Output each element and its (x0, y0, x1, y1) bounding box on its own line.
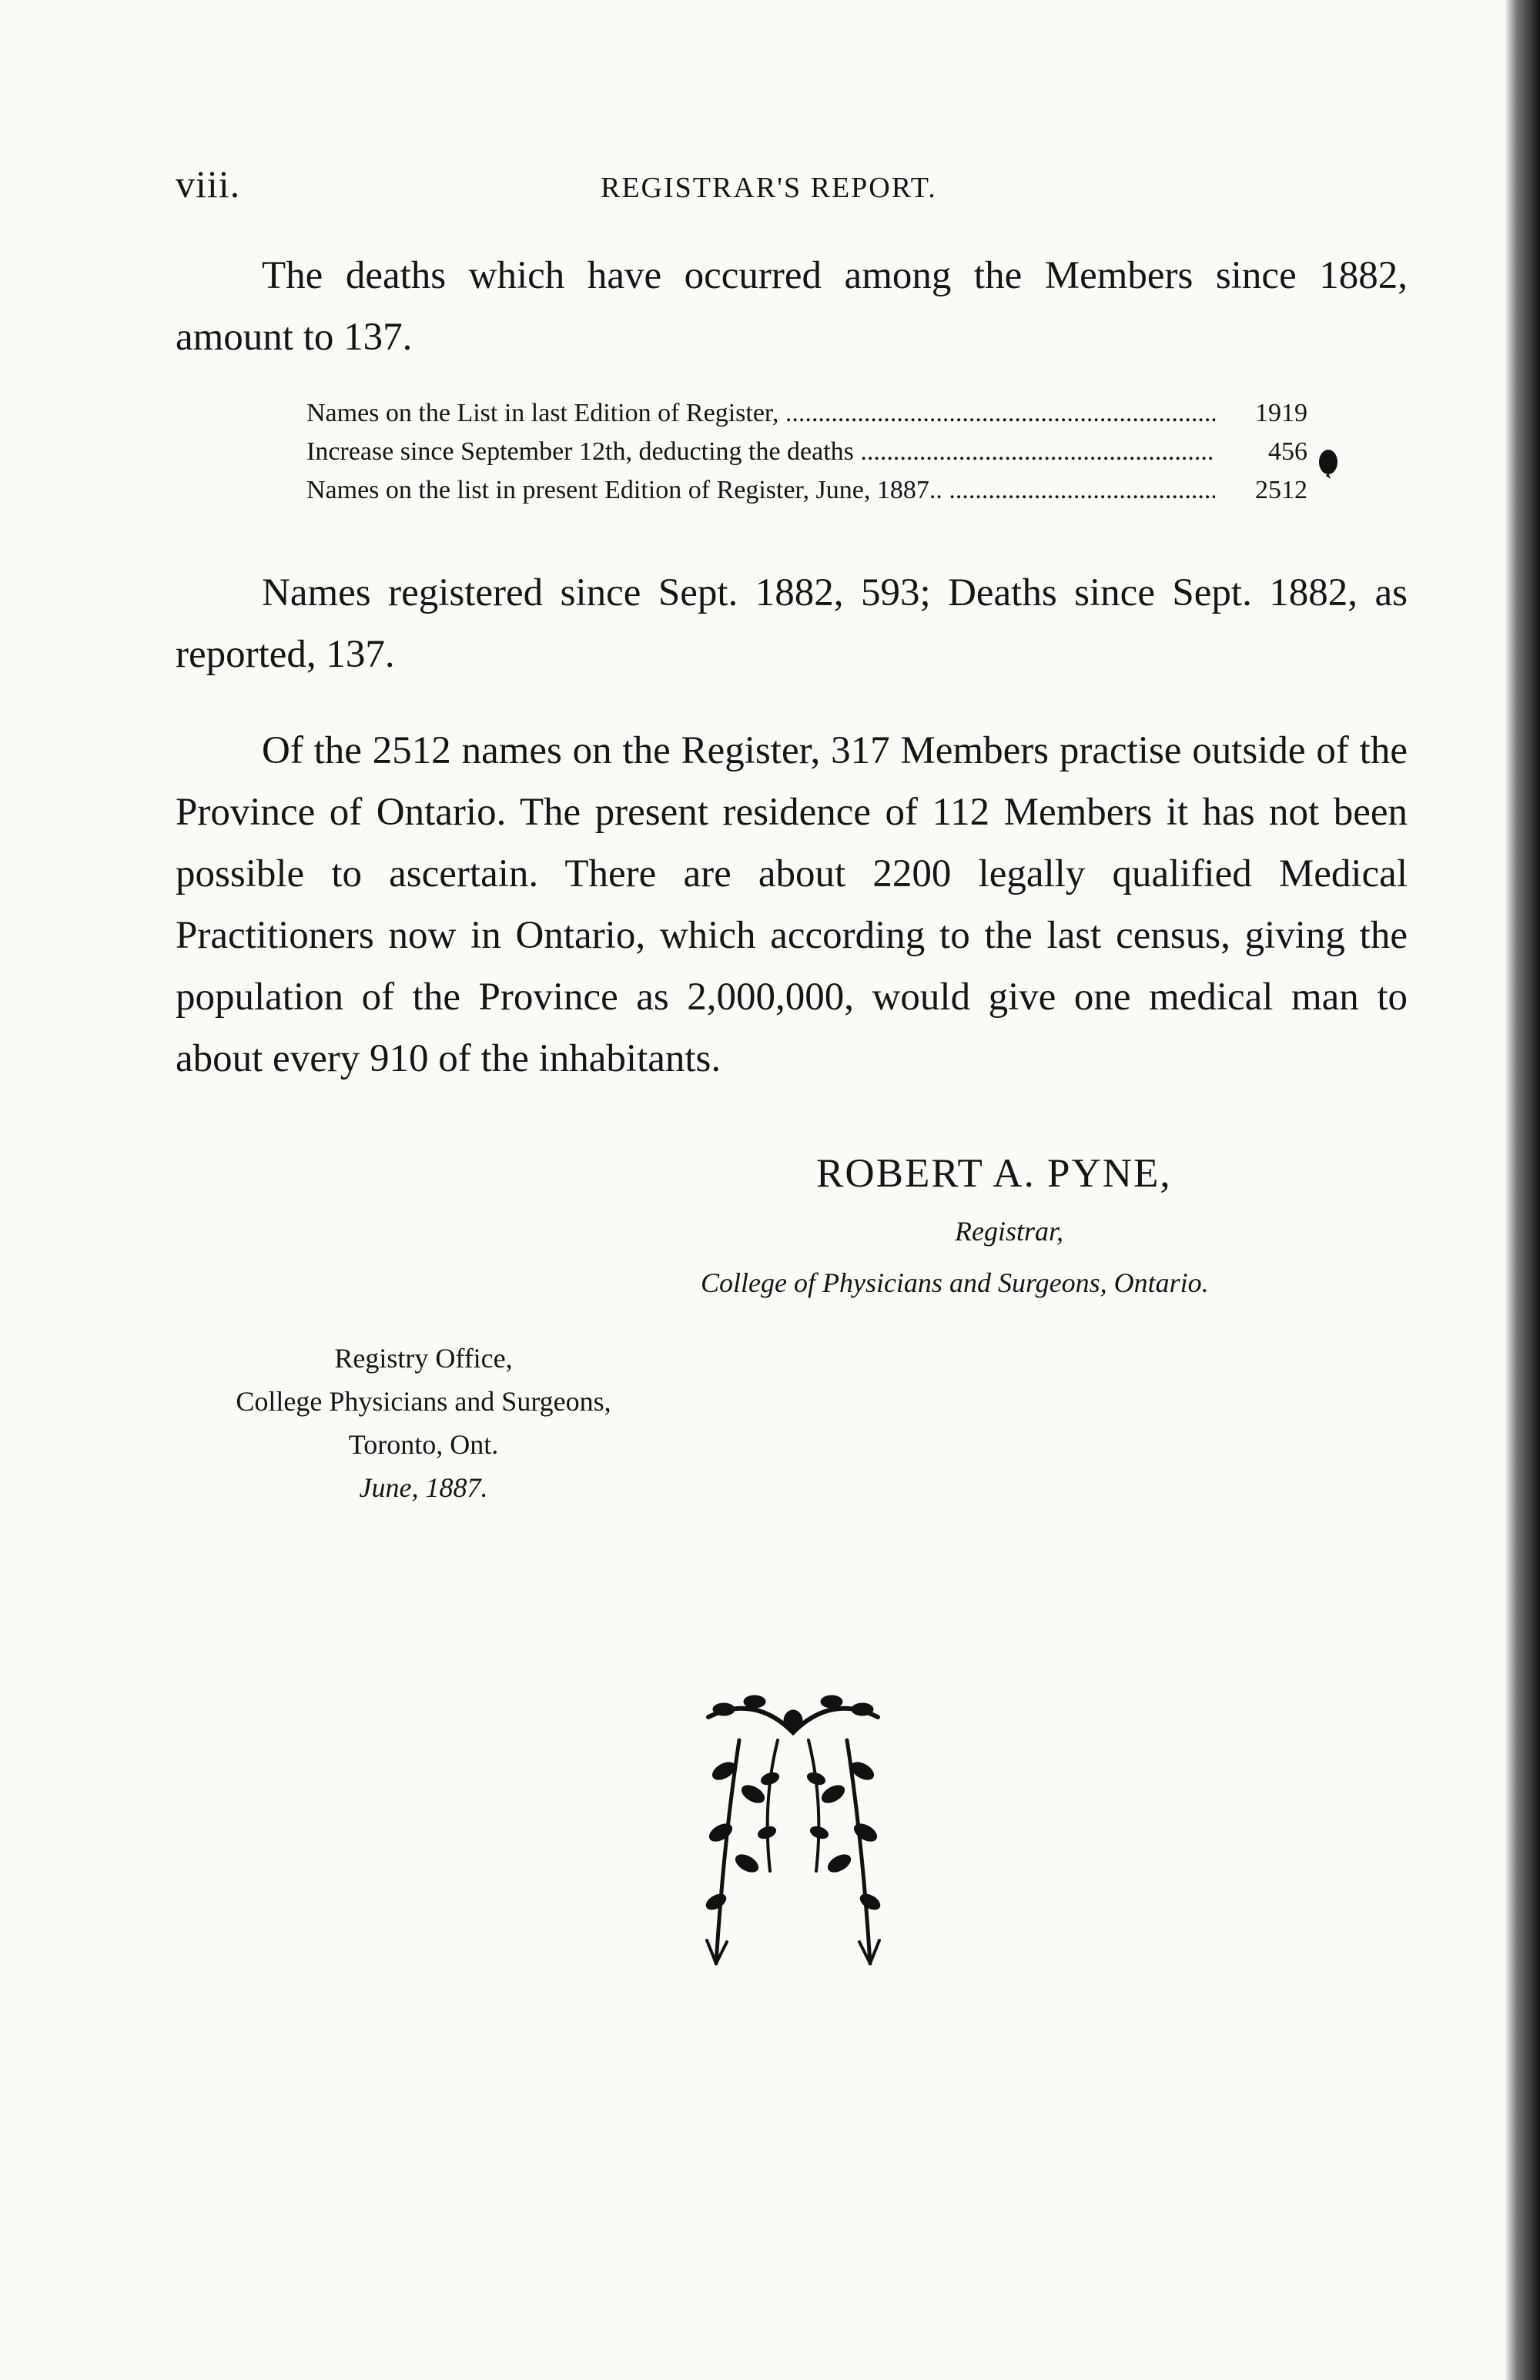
signatory-organization: College of Physicians and Surgeons, Ontario. (701, 1267, 1209, 1298)
stat-label: Increase since September 12th, deducting the deaths ..... (306, 433, 1215, 471)
stat-value: 2512 (1255, 476, 1307, 504)
registered-text: Names registered since Sept. 1882, 593; Deaths since Sept. 1882, as reported, 137. (176, 571, 1408, 676)
stat-value: 1919 (1255, 399, 1307, 427)
stat-row (306, 394, 1307, 433)
signatory-role: Registrar, (955, 1216, 1064, 1247)
office-date: June, 1887. (359, 1472, 488, 1503)
stat-row (306, 471, 1307, 510)
deaths-paragraph (176, 245, 1408, 368)
book-edge-shadow (1505, 0, 1540, 2380)
signatory-name: ROBERT A. PYNE, (816, 1151, 1172, 1196)
office-line: College Physicians and Surgeons, (236, 1386, 611, 1417)
floral-ornament-icon (693, 1686, 893, 1979)
stat-label: Names on the list in present Edition of Register, June, 1887.. ..... (306, 471, 1215, 510)
stat-row (306, 433, 1307, 471)
stats-table (306, 394, 1307, 510)
page-number: viii. (176, 162, 241, 206)
office-line: Registry Office, (334, 1343, 513, 1374)
stat-label: Names on the List in last Edition of Register, ..... (306, 394, 1215, 433)
office-line: Toronto, Ont. (348, 1429, 499, 1460)
office-address (154, 1337, 693, 1509)
running-title: REGISTRAR'S REPORT. (601, 172, 937, 204)
stat-value: 456 (1268, 437, 1307, 466)
residence-paragraph (176, 720, 1408, 1090)
ink-blot-icon (1318, 448, 1338, 479)
registered-paragraph (176, 562, 1408, 685)
residence-text: Of the 2512 names on the Register, 317 Members practise outside of the Province of Ontario. The present residence of 112 Members it has not been possible to ascertain. There are about 2200 legally qualified Medical Practitioners now in Ontario, which according to the last census, giving the population of the Province as 2,000,000, would give one medical man to about every 910 of the inhabitants. (176, 729, 1408, 1080)
deaths-text: The deaths which have occurred among the Members since 1882, amount to 137. (176, 254, 1408, 359)
